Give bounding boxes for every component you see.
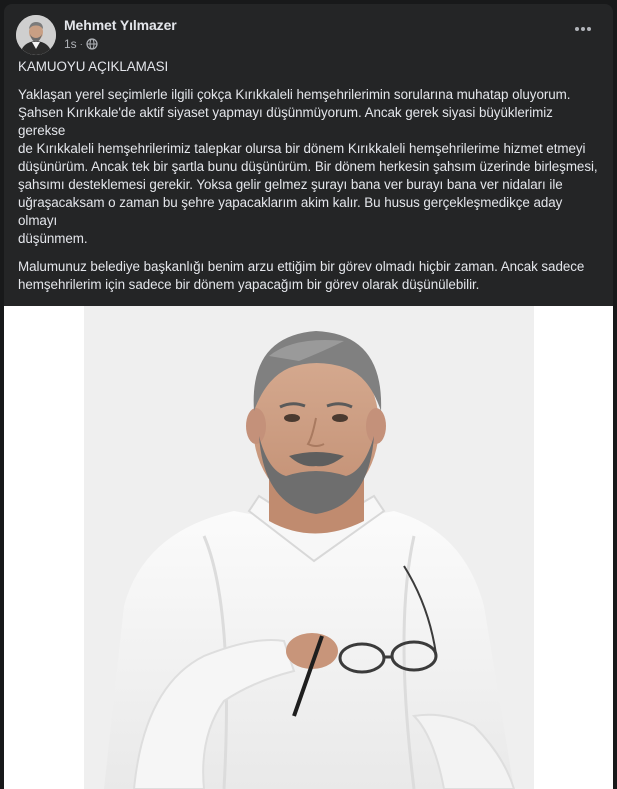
meta-separator: · [79,39,83,49]
post-heading: KAMUOYU AÇIKLAMASI [18,59,169,74]
post-header [16,15,601,55]
post-paragraph: Malumunuz belediye başkanlığı benim arzu ettiğim bir görev olmadı hiçbir zaman. Ancak sadece hemşehrilerim için sadece bir dönem yapacağım bir görev olarak düşünülebilir. [18,259,585,292]
more-horizontal-icon [574,26,592,32]
post-photo[interactable] [84,306,534,789]
post-paragraph: Yaklaşan yerel seçimlerle ilgili çokça Kırıkkaleli hemşehrilerimin sorularına muhatap oluyorum. Şahsen Kırıkkale'de aktif siyaset yapmayı düşünmüyorum. Ancak gerek siyasi büyüklerimiz gerekse de Kırıkkaleli hemşehrilerimiz talepkar olursa bir dönem Kırıkkaleli hemşehrilerime hizmet etmeyi düşünürüm. Ancak tek bir şartla bunu düşünürüm. Bir dönem herkesin şahsım üzerinde birleşmesi, şahsımı desteklemesi gerekir. Yoksa gelir gelmez şurayı bana ver burayı bana ver nidaları ile uğraşacaksam o zaman bu şehre yapacaklarım akim kalır. Bu husus gerçekleşmedikçe aday olmayı düşünmem. [18,87,598,246]
post-meta [64,37,98,51]
portrait-illustration [84,306,534,789]
author-name[interactable]: Mehmet Yılmazer [64,17,177,33]
post-photo-area[interactable] [4,306,613,789]
more-options-button[interactable] [571,21,595,37]
post-timestamp[interactable]: 1s [64,37,77,51]
avatar-portrait [16,15,56,55]
feed-post [4,4,613,789]
post-body [18,58,603,340]
author-avatar[interactable] [16,15,56,55]
globe-icon[interactable] [86,38,98,50]
